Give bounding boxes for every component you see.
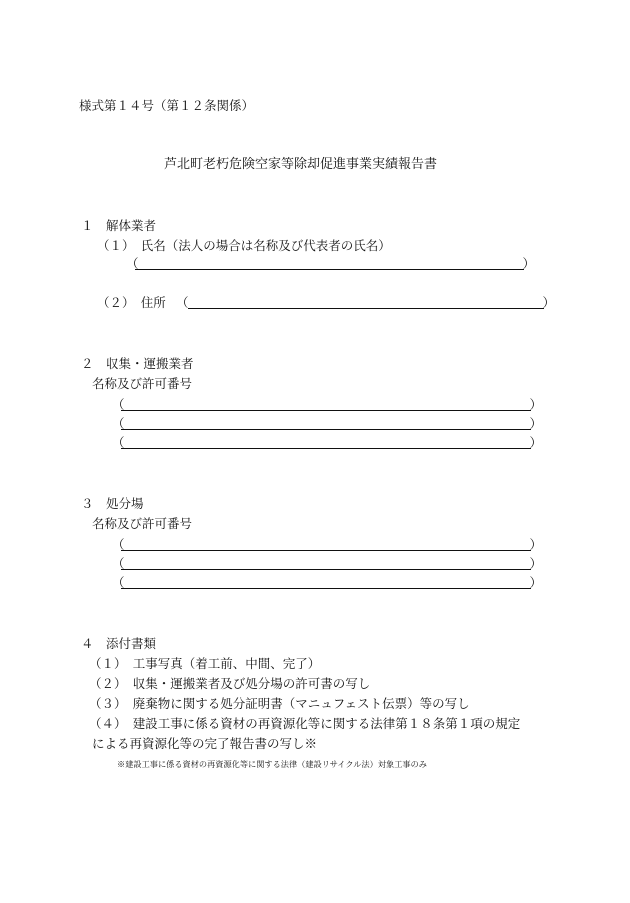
address-field[interactable] xyxy=(176,295,555,311)
footnote: ※建設工事に係る資材の再資源化等に関する法律（建設リサイクル法）対象工事のみ xyxy=(117,759,427,769)
blank-line xyxy=(188,308,544,309)
section-2-sublabel: 名称及び許可番号 xyxy=(92,376,193,391)
blank-line xyxy=(121,588,531,589)
blank-line xyxy=(121,550,531,551)
blank-line xyxy=(135,269,524,270)
paren-open: （ xyxy=(112,556,125,571)
attachment-item: （１） 工事写真（着工前、中間、完了） xyxy=(89,656,321,671)
attachment-item: （４） 建設工事に係る資材の再資源化等に関する法律第１８条第１項の規定 xyxy=(89,716,521,731)
paren-close: ） xyxy=(529,397,542,412)
blank-line xyxy=(121,410,531,411)
name-field[interactable] xyxy=(126,256,535,272)
paren-open: （ xyxy=(112,416,125,431)
paren-close: ） xyxy=(529,556,542,571)
blank-line xyxy=(121,448,531,449)
paren-open: （ xyxy=(176,295,189,310)
form-number: 様式第１４号（第１２条関係） xyxy=(79,98,255,113)
disposal-field-3[interactable] xyxy=(112,575,542,591)
section-2-heading: ２ 収集・運搬業者 xyxy=(81,356,194,371)
paren-close: ） xyxy=(529,435,542,450)
paren-open: （ xyxy=(126,256,139,271)
section-3-sublabel: 名称及び許可番号 xyxy=(92,516,193,531)
paren-close: ） xyxy=(529,575,542,590)
section-4-heading: ４ 添付書類 xyxy=(81,636,157,651)
paren-close: ） xyxy=(529,537,542,552)
paren-open: （ xyxy=(112,575,125,590)
blank-line xyxy=(121,569,531,570)
paren-open: （ xyxy=(112,537,125,552)
section-1-heading: １ 解体業者 xyxy=(81,218,157,233)
paren-close: ） xyxy=(529,416,542,431)
paren-close: ） xyxy=(522,256,535,271)
transporter-field-2[interactable] xyxy=(112,416,542,432)
attachment-item: （２） 収集・運搬業者及び処分場の許可書の写し xyxy=(89,676,371,691)
paren-close: ） xyxy=(542,295,555,310)
transporter-field-1[interactable] xyxy=(112,397,542,413)
transporter-field-3[interactable] xyxy=(112,435,542,451)
section-3-heading: ３ 処分場 xyxy=(81,496,144,511)
document-title: 芦北町老朽危険空家等除却促進事業実績報告書 xyxy=(164,157,438,172)
section-1-item-1-label: （１） 氏名（法人の場合は名称及び代表者の氏名） xyxy=(97,238,391,253)
paren-open: （ xyxy=(112,435,125,450)
disposal-field-1[interactable] xyxy=(112,537,542,553)
attachment-item-continuation: による再資源化等の完了報告書の写し※ xyxy=(92,736,318,751)
paren-open: （ xyxy=(112,397,125,412)
blank-line xyxy=(121,429,531,430)
disposal-field-2[interactable] xyxy=(112,556,542,572)
section-1-item-2-label: （２） 住所 xyxy=(97,295,166,310)
attachment-item: （３） 廃棄物に関する処分証明書（マニュフェスト伝票）等の写し xyxy=(89,696,470,711)
